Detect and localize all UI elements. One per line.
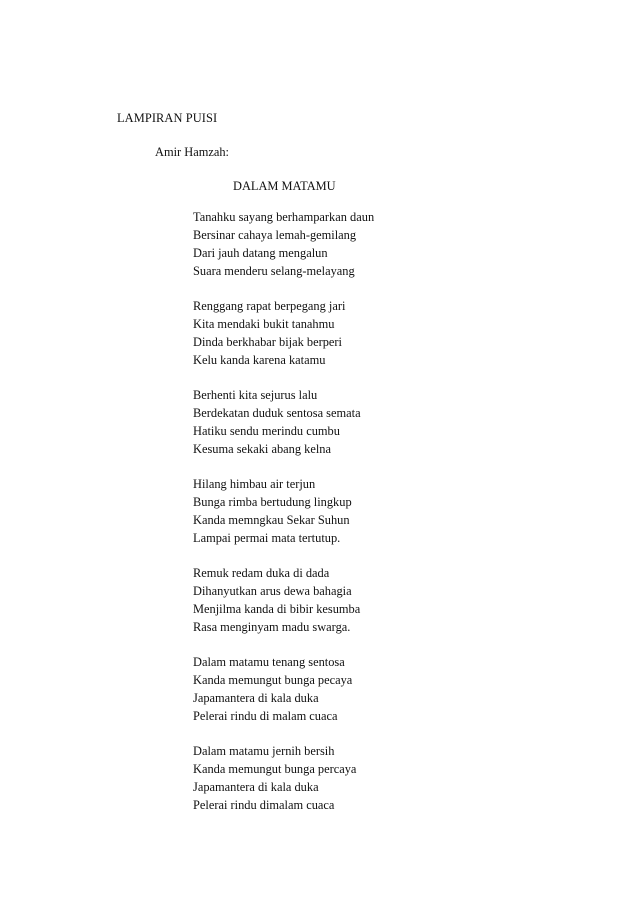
stanza-3 [193,386,374,458]
poem-author: Amir Hamzah: [155,145,229,159]
poem-line: Suara menderu selang-melayang [193,264,355,278]
stanza-4 [193,475,374,547]
section-heading: LAMPIRAN PUISI [117,111,218,125]
poem-line: Kanda memungut bunga percaya [193,762,357,776]
stanza-2 [193,297,374,369]
stanza-6 [193,653,374,725]
poem-line: Kanda memngkau Sekar Suhun [193,513,350,527]
stanza-1 [193,208,374,280]
poem-line: Bunga rimba bertudung lingkup [193,495,352,509]
poem-line: Berdekatan duduk sentosa semata [193,406,361,420]
poem-line: Dalam matamu tenang sentosa [193,655,345,669]
poem-body [193,208,374,831]
poem-line: Dihanyutkan arus dewa bahagia [193,584,352,598]
poem-line: Kita mendaki bukit tanahmu [193,317,335,331]
poem-line: Bersinar cahaya lemah-gemilang [193,228,357,242]
poem-line: Japamantera di kala duka [193,691,319,705]
poem-line: Kelu kanda karena katamu [193,353,326,367]
poem-line: Lampai permai mata tertutup. [193,531,341,545]
poem-line: Pelerai rindu dimalam cuaca [193,798,335,812]
stanza-5 [193,564,374,636]
poem-line: Berhenti kita sejurus lalu [193,388,318,402]
poem-line: Renggang rapat berpegang jari [193,299,346,313]
poem-line: Dalam matamu jernih bersih [193,744,335,758]
poem-line: Hilang himbau air terjun [193,477,316,491]
poem-line: Hatiku sendu merindu cumbu [193,424,340,438]
poem-line: Kesuma sekaki abang kelna [193,442,331,456]
stanza-7 [193,742,374,814]
poem-line: Japamantera di kala duka [193,780,319,794]
poem-line: Kanda memungut bunga pecaya [193,673,353,687]
poem-title: DALAM MATAMU [233,179,336,193]
poem-line: Rasa menginyam madu swarga. [193,620,351,634]
poem-line: Dinda berkhabar bijak berperi [193,335,342,349]
poem-line: Tanahku sayang berhamparkan daun [193,210,375,224]
poem-line: Menjilma kanda di bibir kesumba [193,602,361,616]
poem-line: Pelerai rindu di malam cuaca [193,709,338,723]
poem-line: Remuk redam duka di dada [193,566,330,580]
poem-line: Dari jauh datang mengalun [193,246,328,260]
